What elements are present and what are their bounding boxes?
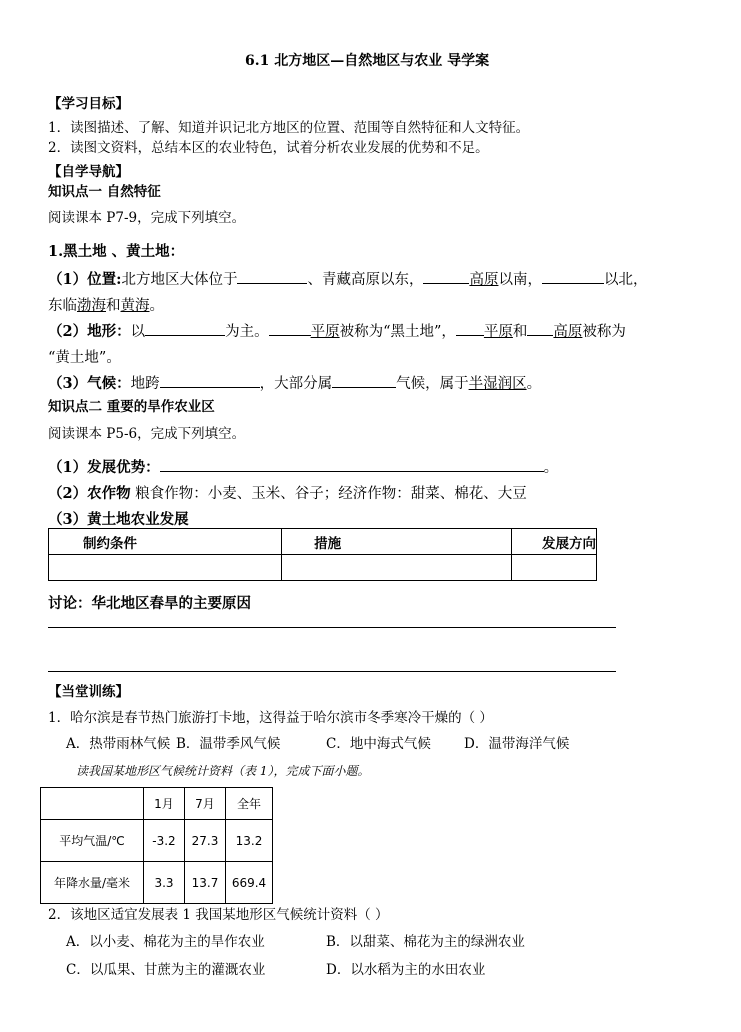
k1-title: 知识点一 自然特征 xyxy=(48,184,161,200)
goals-header: 【学习目标】 xyxy=(48,96,129,112)
q2-option-c[interactable]: C．以瓜果、甘蔗为主的灌溉农业 xyxy=(66,962,266,978)
question-2: 2．该地区适宜发展表 1 我国某地形区气候统计资料（ ） xyxy=(48,907,389,923)
location-text: 和 xyxy=(106,298,121,314)
climate-table-cell: -3.2 xyxy=(144,820,185,862)
discussion-prompt: 讨论：华北地区春旱的主要原因 xyxy=(48,595,251,612)
climate-text: 。 xyxy=(526,376,542,392)
location-text: 高原 xyxy=(469,272,499,288)
blank-climate-1[interactable] xyxy=(160,373,260,388)
terrain-text: 被称为“黑土地”， xyxy=(339,324,456,340)
climate-table-cell: 669.4 xyxy=(226,862,273,904)
loess-table-header: 措施 xyxy=(282,529,512,555)
goal-item-1: 1．读图描述、了解、知道并识记北方地区的位置、范围等自然特征和人文特征。 xyxy=(48,120,530,136)
advantage-end: 。 xyxy=(543,460,559,476)
climate-table-cell: 年降水量/毫米 xyxy=(41,862,144,904)
location-text: 东临 xyxy=(48,298,77,314)
climate-table-cell: 1月 xyxy=(144,788,185,820)
terrain-text: 被称为 xyxy=(582,324,626,340)
loess-table-row xyxy=(49,555,597,581)
location-line-2 xyxy=(48,294,164,315)
climate-line xyxy=(48,372,541,393)
q2-option-d[interactable]: D．以水稻为主的水田农业 xyxy=(326,962,486,978)
k2-title: 知识点二 重要的旱作农业区 xyxy=(48,399,215,415)
crops-line xyxy=(48,482,527,503)
blank-terrain-3[interactable] xyxy=(456,321,484,336)
climate-table-cell: 3.3 xyxy=(144,862,185,904)
q1-option-b[interactable]: B．温带季风气候 xyxy=(176,736,281,752)
q2-option-b[interactable]: B．以甜菜、棉花为主的绿洲农业 xyxy=(326,934,525,950)
answer-line[interactable] xyxy=(48,671,616,672)
climate-text: ，大部分属 xyxy=(259,376,333,392)
loess-table-header-row xyxy=(49,529,597,555)
k2-read: 阅读课本 P5-6，完成下列填空。 xyxy=(48,426,246,442)
climate-table-header-row xyxy=(41,788,273,820)
terrain-text: 以 xyxy=(130,324,146,340)
climate-stats-table xyxy=(40,787,273,904)
table-intro: 读我国某地形区气候统计资料（表 1），完成下面小题。 xyxy=(76,764,370,778)
location-text: 。 xyxy=(149,298,164,314)
blank-advantage[interactable] xyxy=(160,457,544,472)
climate-table-cell: 全年 xyxy=(226,788,273,820)
question-1: 1．哈尔滨是春节热门旅游打卡地，这得益于哈尔滨市冬季寒冷干燥的（ ） xyxy=(48,710,493,726)
climate-table-cell: 27.3 xyxy=(185,820,226,862)
climate-table-cell: 13.7 xyxy=(185,862,226,904)
climate-table-row xyxy=(41,862,273,904)
terrain-text: 高原 xyxy=(553,324,583,340)
location-text: 北方地区大体位于 xyxy=(121,272,238,288)
loess-table-cell[interactable] xyxy=(282,555,512,581)
location-text: 、青藏高原以东， xyxy=(307,272,424,288)
guide-header: 【自学导航】 xyxy=(48,164,129,180)
crops-label: （2）农作物 xyxy=(48,485,131,502)
location-text: 黄海 xyxy=(120,298,150,314)
terrain-text: 平原 xyxy=(310,324,340,340)
advantage-line xyxy=(48,456,558,477)
climate-text: 地跨 xyxy=(130,376,160,392)
advantage-label: （1）发展优势： xyxy=(48,459,160,476)
q1-option-d[interactable]: D．温带海洋气候 xyxy=(464,736,570,752)
terrain-text: 平原 xyxy=(483,324,513,340)
climate-table-cell xyxy=(41,788,144,820)
crops-text: 粮食作物：小麦、玉米、谷子；经济作物：甜菜、棉花、大豆 xyxy=(130,486,527,502)
blank-terrain-4[interactable] xyxy=(527,321,553,336)
loess-table-header: 发展方向 xyxy=(512,529,597,555)
climate-text: 半湿润区 xyxy=(468,376,527,392)
blank-location-3[interactable] xyxy=(542,269,604,284)
practice-header: 【当堂训练】 xyxy=(48,684,129,700)
loess-table-header: 制约条件 xyxy=(49,529,282,555)
answer-line[interactable] xyxy=(48,627,616,628)
climate-table-cell: 7月 xyxy=(185,788,226,820)
goal-item-2: 2．读图文资料，总结本区的农业特色，试着分析农业发展的优势和不足。 xyxy=(48,140,489,156)
terrain-line xyxy=(48,320,626,341)
blank-location-1[interactable] xyxy=(237,269,307,284)
terrain-text: 和 xyxy=(512,324,528,340)
terrain-label: （2）地形： xyxy=(48,323,131,340)
loess-label: （3）黄土地农业发展 xyxy=(48,511,189,528)
location-text: 渤海 xyxy=(77,298,106,314)
location-label: （1）位置: xyxy=(48,271,122,288)
location-text: 以南， xyxy=(498,272,542,288)
k1-read: 阅读课本 P7-9，完成下列填空。 xyxy=(48,210,246,226)
blank-location-2[interactable] xyxy=(423,269,469,284)
blank-climate-2[interactable] xyxy=(332,373,396,388)
loess-table-cell[interactable] xyxy=(512,555,597,581)
climate-table-cell: 13.2 xyxy=(226,820,273,862)
k1-heading: 1.黑土地 、黄土地： xyxy=(48,243,185,260)
location-line xyxy=(48,268,647,289)
q1-option-c[interactable]: C．地中海式气候 xyxy=(326,736,431,752)
terrain-text: 为主。 xyxy=(225,324,269,340)
blank-terrain-1[interactable] xyxy=(145,321,225,336)
terrain-line-2: “黄土地”。 xyxy=(48,350,121,366)
climate-label: （3）气候： xyxy=(48,375,131,392)
q2-option-a[interactable]: A．以小麦、棉花为主的旱作农业 xyxy=(66,934,265,950)
location-text: 以北， xyxy=(603,272,648,288)
climate-table-row xyxy=(41,820,273,862)
loess-table xyxy=(48,528,597,581)
climate-table-cell: 平均气温/℃ xyxy=(41,820,144,862)
climate-text: 气候，属于 xyxy=(396,376,469,392)
blank-terrain-2[interactable] xyxy=(269,321,311,336)
q1-option-a[interactable]: A．热带雨林气候 xyxy=(66,736,171,752)
loess-table-cell[interactable] xyxy=(49,555,282,581)
page-title: 6.1 北方地区—自然地区与农业 导学案 xyxy=(245,53,490,69)
